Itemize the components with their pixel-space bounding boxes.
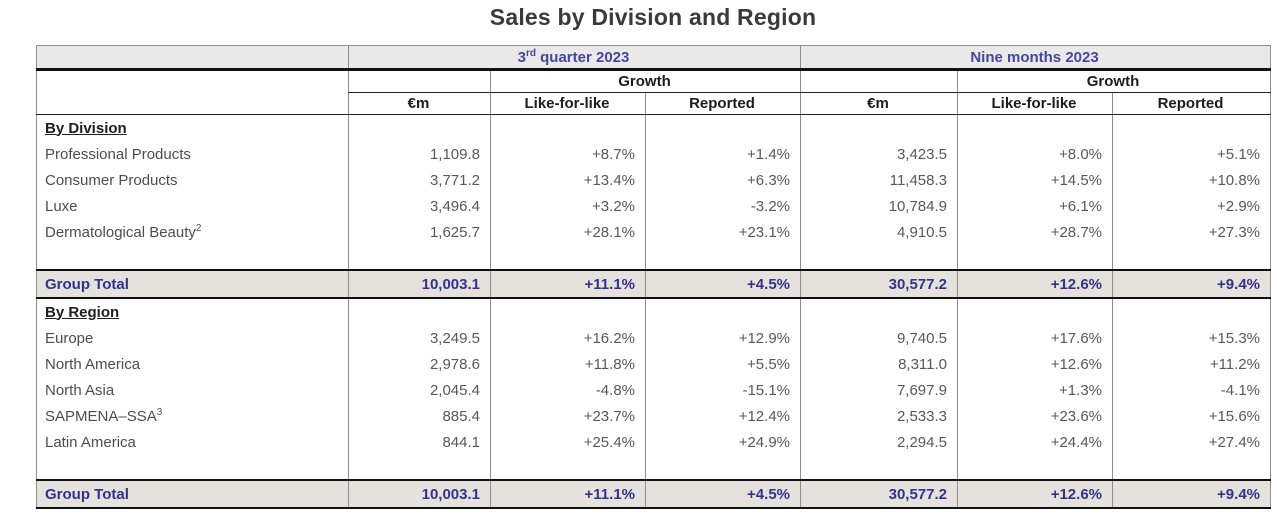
cell-nm-lfl: +17.6% bbox=[958, 325, 1113, 351]
cell-nm-eur: 9,740.5 bbox=[801, 325, 958, 351]
header-reported-nm: Reported bbox=[1113, 93, 1271, 115]
cell-nm-lfl: +6.1% bbox=[958, 193, 1113, 219]
row-label: SAPMENA–SSA$^3$ bbox=[45, 406, 163, 425]
section-label: By Division bbox=[45, 119, 127, 137]
section-row-by-division bbox=[37, 115, 1271, 142]
header-empty-cell bbox=[349, 70, 491, 93]
cell-nm-rep: +5.1% bbox=[1113, 141, 1271, 167]
cell-nm-lfl: +1.3% bbox=[958, 377, 1113, 403]
table-row bbox=[37, 141, 1271, 167]
header-lfl-nm: Like-for-like bbox=[958, 93, 1113, 115]
header-nine-months-2023: Nine months 2023 bbox=[801, 46, 1271, 70]
total-label: Group Total bbox=[37, 480, 349, 508]
cell-nm-lfl: +14.5% bbox=[958, 167, 1113, 193]
cell-q3-eur: 844.1 bbox=[349, 429, 491, 455]
cell-nm-eur: 4,910.5 bbox=[801, 219, 958, 245]
sales-table bbox=[36, 45, 1271, 509]
section-row-by-region bbox=[37, 298, 1271, 325]
cell-nm-eur: 2,533.3 bbox=[801, 403, 958, 429]
cell-nm-rep: +11.2% bbox=[1113, 351, 1271, 377]
cell-nm-rep: +15.3% bbox=[1113, 325, 1271, 351]
cell-nm-lfl: +12.6% bbox=[958, 270, 1113, 298]
cell-nm-eur: 11,458.3 bbox=[801, 167, 958, 193]
cell-nm-eur: 30,577.2 bbox=[801, 480, 958, 508]
table-row bbox=[37, 167, 1271, 193]
footnote-marker: 2 bbox=[195, 222, 202, 234]
cell-q3-rep: +12.9% bbox=[646, 325, 801, 351]
spacer-row bbox=[37, 455, 1271, 480]
cell-q3-lfl: +23.7% bbox=[491, 403, 646, 429]
cell-q3-lfl: +25.4% bbox=[491, 429, 646, 455]
cell-nm-eur: 10,784.9 bbox=[801, 193, 958, 219]
cell-q3-eur: 3,771.2 bbox=[349, 167, 491, 193]
total-label: Group Total bbox=[37, 270, 349, 298]
cell-q3-lfl: -4.8% bbox=[491, 377, 646, 403]
header-corner-cell bbox=[37, 46, 349, 70]
cell-q3-rep: +4.5% bbox=[646, 480, 801, 508]
row-label: Latin America bbox=[45, 433, 136, 451]
cell-q3-lfl: +16.2% bbox=[491, 325, 646, 351]
cell-q3-rep: +4.5% bbox=[646, 270, 801, 298]
cell-q3-lfl: +11.1% bbox=[491, 270, 646, 298]
cell-q3-lfl: +13.4% bbox=[491, 167, 646, 193]
cell-q3-rep: +6.3% bbox=[646, 167, 801, 193]
cell-q3-lfl: +28.1% bbox=[491, 219, 646, 245]
row-label: Europe bbox=[45, 329, 94, 347]
cell-q3-eur: 10,003.1 bbox=[349, 480, 491, 508]
cell-nm-rep: +9.4% bbox=[1113, 480, 1271, 508]
row-label: Professional Products bbox=[45, 145, 191, 163]
cell-q3-rep: -15.1% bbox=[646, 377, 801, 403]
cell-q3-lfl: +11.1% bbox=[491, 480, 646, 508]
header-lfl-q3: Like-for-like bbox=[491, 93, 646, 115]
row-label: North Asia bbox=[45, 381, 115, 399]
footnote-marker: 3 bbox=[156, 406, 163, 418]
cell-q3-rep: +12.4% bbox=[646, 403, 801, 429]
cell-nm-lfl: +24.4% bbox=[958, 429, 1113, 455]
cell-q3-rep: +24.9% bbox=[646, 429, 801, 455]
header-empty-cell bbox=[801, 70, 958, 93]
header-reported-q3: Reported bbox=[646, 93, 801, 115]
header-q3-2023: 3rd quarter 2023 bbox=[349, 46, 801, 70]
cell-nm-rep: +15.6% bbox=[1113, 403, 1271, 429]
cell-nm-rep: +27.4% bbox=[1113, 429, 1271, 455]
header-empty-cell bbox=[37, 70, 349, 115]
spacer-row bbox=[37, 245, 1271, 270]
table-row bbox=[37, 429, 1271, 455]
cell-nm-lfl: +23.6% bbox=[958, 403, 1113, 429]
cell-q3-eur: 2,045.4 bbox=[349, 377, 491, 403]
table-row bbox=[37, 193, 1271, 219]
cell-q3-rep: +1.4% bbox=[646, 141, 801, 167]
cell-q3-eur: 1,625.7 bbox=[349, 219, 491, 245]
cell-nm-rep: +10.8% bbox=[1113, 167, 1271, 193]
row-label: Dermatological Beauty$^2$ bbox=[45, 222, 202, 241]
quarter-header-row bbox=[37, 46, 1271, 70]
header-growth-nm: Growth bbox=[958, 70, 1271, 93]
cell-nm-lfl: +8.0% bbox=[958, 141, 1113, 167]
page-title: Sales by Division and Region bbox=[489, 4, 817, 30]
section-label: By Region bbox=[45, 303, 120, 321]
header-growth-q3: Growth bbox=[491, 70, 801, 93]
group-total-row-division bbox=[37, 270, 1271, 298]
cell-q3-rep: +5.5% bbox=[646, 351, 801, 377]
cell-q3-eur: 10,003.1 bbox=[349, 270, 491, 298]
table-row bbox=[37, 377, 1271, 403]
cell-nm-eur: 8,311.0 bbox=[801, 351, 958, 377]
cell-q3-lfl: +3.2% bbox=[491, 193, 646, 219]
table-row bbox=[37, 351, 1271, 377]
group-total-row-region bbox=[37, 480, 1271, 508]
cell-q3-eur: 3,496.4 bbox=[349, 193, 491, 219]
header-eur-nm: €m bbox=[801, 93, 958, 115]
cell-q3-eur: 1,109.8 bbox=[349, 141, 491, 167]
cell-nm-rep: +27.3% bbox=[1113, 219, 1271, 245]
cell-nm-rep: -4.1% bbox=[1113, 377, 1271, 403]
cell-nm-lfl: +12.6% bbox=[958, 480, 1113, 508]
cell-nm-rep: +9.4% bbox=[1113, 270, 1271, 298]
row-label: Consumer Products bbox=[45, 171, 178, 189]
cell-nm-lfl: +28.7% bbox=[958, 219, 1113, 245]
ordinal-superscript: rd bbox=[525, 47, 536, 59]
header-eur-q3: €m bbox=[349, 93, 491, 115]
cell-q3-lfl: +8.7% bbox=[491, 141, 646, 167]
cell-q3-eur: 885.4 bbox=[349, 403, 491, 429]
cell-q3-rep: -3.2% bbox=[646, 193, 801, 219]
cell-nm-eur: 3,423.5 bbox=[801, 141, 958, 167]
cell-q3-rep: +23.1% bbox=[646, 219, 801, 245]
table-row bbox=[37, 325, 1271, 351]
cell-nm-rep: +2.9% bbox=[1113, 193, 1271, 219]
table-row bbox=[37, 219, 1271, 245]
cell-nm-lfl: +12.6% bbox=[958, 351, 1113, 377]
table-row bbox=[37, 403, 1271, 429]
growth-header-row bbox=[37, 70, 1271, 93]
cell-nm-eur: 30,577.2 bbox=[801, 270, 958, 298]
cell-q3-eur: 2,978.6 bbox=[349, 351, 491, 377]
row-label: Luxe bbox=[45, 197, 78, 215]
cell-q3-lfl: +11.8% bbox=[491, 351, 646, 377]
cell-nm-eur: 7,697.9 bbox=[801, 377, 958, 403]
cell-nm-eur: 2,294.5 bbox=[801, 429, 958, 455]
row-label: North America bbox=[45, 355, 141, 373]
cell-q3-eur: 3,249.5 bbox=[349, 325, 491, 351]
